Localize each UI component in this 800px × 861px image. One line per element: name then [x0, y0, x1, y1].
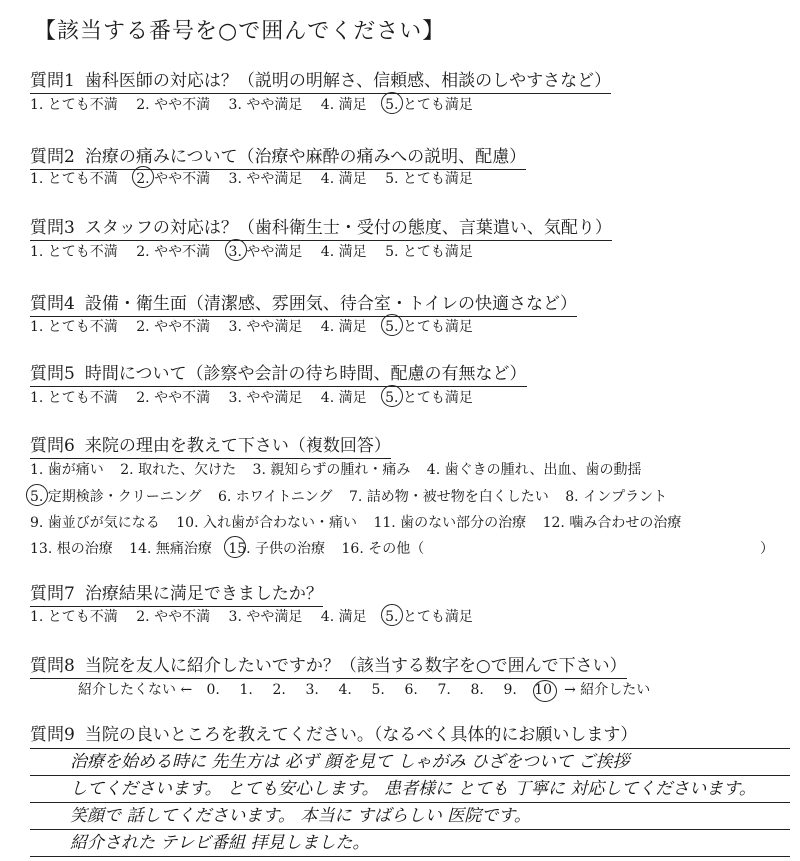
q3-option-4[interactable]: 4. 満足 [320, 244, 367, 260]
q8-scale-5[interactable]: 5. [371, 682, 385, 698]
q9-answer-line-3: 笑顔で 話してくださいます。 本当に すばらしい 医院です。 [30, 803, 790, 830]
q6-option-8[interactable]: 8. インプラント [565, 489, 668, 505]
q4-option-4[interactable]: 4. 満足 [320, 319, 367, 335]
q6-row-1 [30, 459, 653, 479]
question-1-text: 歯科医師の対応は？（説明の明解さ、信頼感、相談のしやすさなど） [84, 71, 612, 91]
question-9-text: 当院の良いところを教えてください。（なるべく具体的にお願いします） [84, 725, 638, 745]
q7-option-3[interactable]: 3. やや満足 [228, 609, 303, 625]
q6-option-11[interactable]: 11. 歯のない部分の治療 [373, 515, 527, 531]
q6-option-7[interactable]: 7. 詰め物・被せ物を白くしたい [349, 489, 549, 505]
question-8-number: 質問8 [30, 656, 75, 676]
q1-option-2[interactable]: 2. やや不満 [136, 97, 211, 113]
q6-option-5-circled[interactable]: 5. 定期検診・クリーニング [30, 486, 202, 506]
q9-answer-line-4: 紹介された テレビ番組 拝見しました。 [30, 830, 790, 857]
q8-scale-7[interactable]: 7. [437, 682, 451, 698]
q4-option-1[interactable]: 1. とても不満 [30, 319, 118, 335]
q6-option-4[interactable]: 4. 歯ぐきの腫れ、出血、歯の動揺 [426, 462, 642, 478]
q8-scale-3[interactable]: 3. [305, 682, 319, 698]
question-4-number: 質問4 [30, 294, 75, 314]
q8-right-label: → 紹介したい [564, 682, 651, 698]
q6-option-2[interactable]: 2. 取れた、欠けた [120, 462, 237, 478]
q6-row-2 [30, 486, 679, 506]
q6-option-10[interactable]: 10. 入れ歯が合わない・痛い [176, 515, 357, 531]
q8-scale-0[interactable]: 0. [206, 682, 220, 698]
q7-option-1[interactable]: 1. とても不満 [30, 609, 118, 625]
question-5-number: 質問5 [30, 364, 75, 384]
q7-option-2[interactable]: 2. やや不満 [136, 609, 211, 625]
question-6-number: 質問6 [30, 436, 75, 456]
question-7-heading [30, 579, 323, 607]
question-9-heading [30, 720, 637, 747]
question-2-heading [30, 142, 526, 170]
q5-option-2[interactable]: 2. やや不満 [136, 390, 211, 406]
q6-other-close-paren: ） [760, 541, 774, 557]
question-5-heading [30, 359, 527, 387]
question-2-options [30, 168, 487, 188]
q2-option-2-circled[interactable]: 2. やや不満 [136, 168, 210, 188]
q6-option-14[interactable]: 14. 無痛治療 [129, 541, 212, 557]
question-4-text: 設備・衛生面（清潔感、雰囲気、待合室・トイレの快適さなど） [84, 294, 577, 314]
question-3-options [30, 241, 487, 261]
q5-option-4[interactable]: 4. 満足 [320, 390, 367, 406]
q1-option-1[interactable]: 1. とても不満 [30, 97, 118, 113]
q3-option-3-circled[interactable]: 3. やや満足 [229, 241, 303, 261]
question-3-number: 質問3 [30, 218, 75, 238]
q3-option-2[interactable]: 2. やや不満 [136, 244, 211, 260]
q9-answer-line-2: してくださいます。 とても安心します。 患者様に とても 丁寧に 対応してくださいます。 [30, 776, 790, 803]
q6-option-1[interactable]: 1. 歯が痛い [30, 462, 104, 478]
q8-scale-4[interactable]: 4. [338, 682, 352, 698]
question-1-heading [30, 66, 611, 94]
q2-option-3[interactable]: 3. やや満足 [228, 171, 303, 187]
q2-option-5[interactable]: 5. とても満足 [385, 171, 473, 187]
question-2-text: 治療の痛みについて（治療や麻酔の痛みへの説明、配慮） [84, 147, 527, 167]
question-3-heading [30, 213, 612, 241]
form-title: 【該当する番号を○で囲んでください】 [34, 19, 446, 44]
q7-option-4[interactable]: 4. 満足 [320, 609, 367, 625]
question-5-text: 時間について（診察や会計の待ち時間、配慮の有無など） [84, 364, 527, 384]
q3-option-5[interactable]: 5. とても満足 [385, 244, 473, 260]
q8-scale-8[interactable]: 8. [470, 682, 484, 698]
q2-option-1[interactable]: 1. とても不満 [30, 171, 118, 187]
question-8-heading [30, 651, 627, 679]
q4-option-2[interactable]: 2. やや不満 [136, 319, 211, 335]
question-7-number: 質問7 [30, 584, 75, 604]
q6-option-15-circled[interactable]: 15. 子供の治療 [228, 538, 325, 558]
q7-option-5-circled[interactable]: 5. とても満足 [385, 606, 473, 626]
q6-row-4 [30, 538, 436, 558]
question-6-heading [30, 431, 391, 459]
q5-option-5-circled[interactable]: 5. とても満足 [385, 387, 473, 407]
question-9-number: 質問9 [30, 725, 75, 745]
q6-option-13[interactable]: 13. 根の治療 [30, 541, 113, 557]
q2-option-4[interactable]: 4. 満足 [320, 171, 367, 187]
q6-option-16[interactable]: 16. その他（ [341, 541, 425, 557]
q5-option-3[interactable]: 3. やや満足 [228, 390, 303, 406]
q5-option-1[interactable]: 1. とても不満 [30, 390, 118, 406]
question-7-text: 治療結果に満足できましたか？ [84, 584, 323, 604]
question-6-text: 来院の理由を教えて下さい（複数回答） [84, 436, 391, 456]
question-8-text: 当院を友人に紹介したいですか？（該当する数字を○で囲んで下さい） [84, 656, 627, 676]
question-7-options [30, 606, 487, 626]
q4-option-5-circled[interactable]: 5. とても満足 [385, 316, 473, 336]
q3-option-1[interactable]: 1. とても不満 [30, 244, 118, 260]
q6-option-3[interactable]: 3. 親知らずの腫れ・痛み [252, 462, 411, 478]
q8-scale [78, 679, 650, 699]
q6-option-6[interactable]: 6. ホワイトニング [217, 489, 333, 505]
q8-left-label: 紹介したくない ← [78, 682, 193, 698]
q4-option-3[interactable]: 3. やや満足 [228, 319, 303, 335]
question-1-number: 質問1 [30, 71, 75, 91]
q9-answer-line-1: 治療を始める時に 先生方は 必ず 顔を見て しゃがみ ひざをついて ご挨拶 [30, 748, 790, 776]
q8-scale-2[interactable]: 2. [272, 682, 286, 698]
q8-scale-1[interactable]: 1. [239, 682, 253, 698]
q1-option-4[interactable]: 4. 満足 [320, 97, 367, 113]
q6-row-3 [30, 512, 693, 532]
question-5-options [30, 387, 487, 407]
question-3-text: スタッフの対応は？（歯科衛生士・受付の態度、言葉遣い、気配り） [84, 218, 612, 238]
q8-scale-10-circled[interactable]: 10 [527, 682, 560, 698]
question-4-heading [30, 289, 577, 317]
q1-option-3[interactable]: 3. やや満足 [228, 97, 303, 113]
q6-option-12[interactable]: 12. 噛み合わせの治療 [542, 515, 682, 531]
question-2-number: 質問2 [30, 147, 75, 167]
q6-option-9[interactable]: 9. 歯並びが気になる [30, 515, 160, 531]
q9-answer-box[interactable] [30, 748, 790, 857]
question-4-options [30, 316, 487, 336]
question-1-options [30, 94, 487, 114]
q8-scale-6[interactable]: 6. [404, 682, 418, 698]
q8-scale-9[interactable]: 9. [503, 682, 517, 698]
q1-option-5-circled[interactable]: 5. とても満足 [385, 94, 473, 114]
